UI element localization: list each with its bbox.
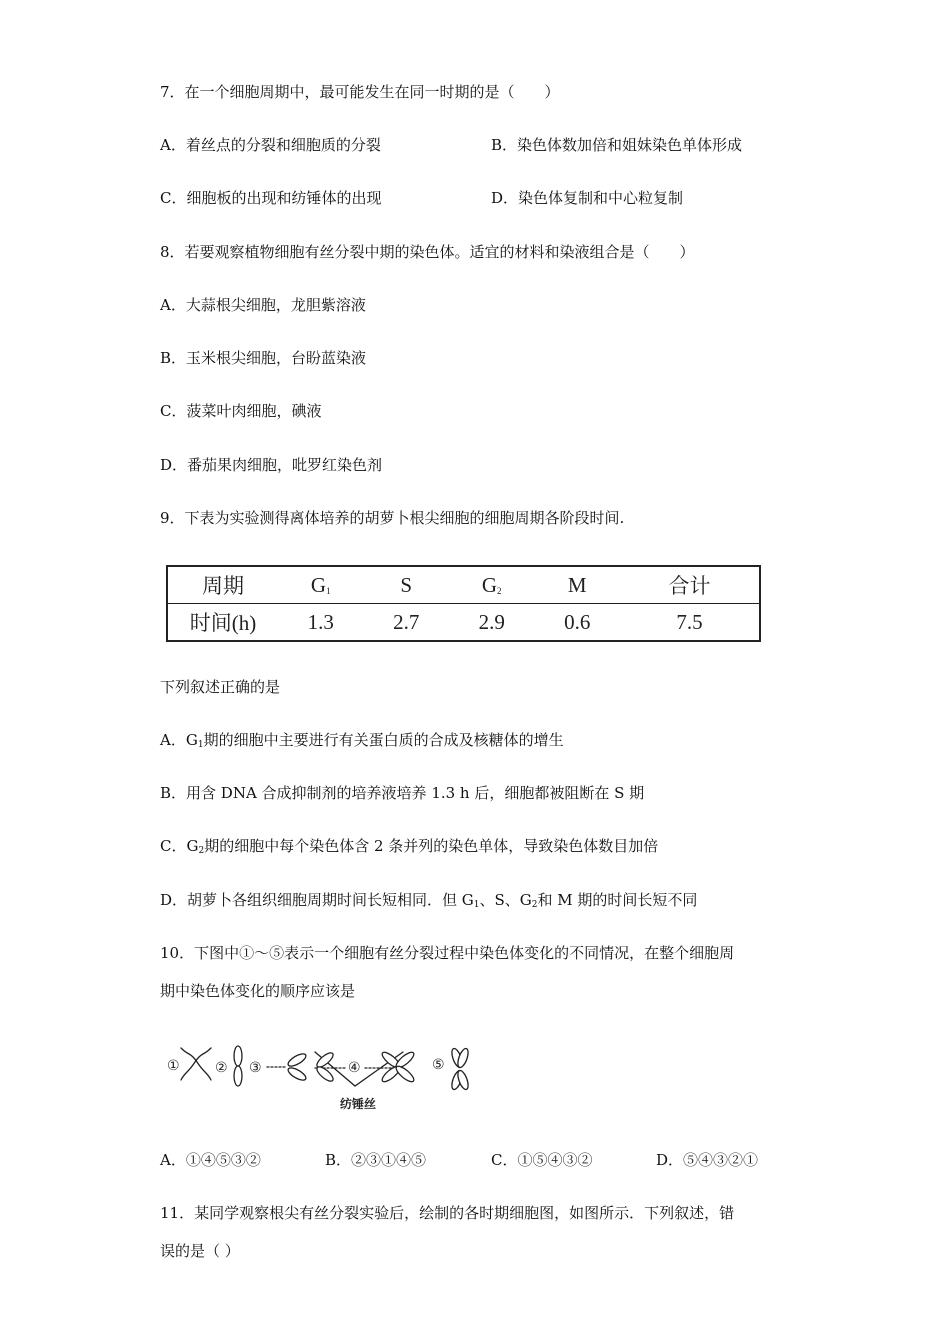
q9-d-mid: 、S、G <box>479 891 532 909</box>
col-g2-sub: 2 <box>497 585 502 596</box>
q7-option-c: C．细胞板的出现和纺锤体的出现 <box>160 189 382 207</box>
table-cell-total: 7.5 <box>676 609 703 634</box>
diagram-label-3: ③ <box>249 1060 262 1076</box>
q8-option-a: A．大蒜根尖细胞，龙胆紫溶液 <box>160 296 366 314</box>
spindle-caption: 纺锤丝 <box>340 1097 377 1111</box>
q9-a-sub: 1 <box>197 740 204 750</box>
q9-a-pre: A．G <box>160 731 198 749</box>
q10-stem-line2: 期中染色体变化的顺序应该是 <box>160 982 356 1000</box>
table-col-m <box>534 566 619 604</box>
q9-prompt: 下列叙述正确的是 <box>160 678 281 696</box>
q7-option-b: B．染色体数加倍和姐妹染色单体形成 <box>491 136 743 154</box>
q10-option-c: C．①⑤④③② <box>491 1151 593 1169</box>
col-s-main: S <box>400 572 413 597</box>
q10-option-d: D．⑤④③②① <box>656 1151 759 1169</box>
q9-d-sub2: 2 <box>531 900 538 910</box>
q9-option-c <box>160 836 658 861</box>
diagram-label-2: ② <box>215 1060 228 1076</box>
chromosome-stage-2 <box>234 1046 242 1086</box>
chromosome-stage-4 <box>315 1050 416 1086</box>
table-cell-g2: 2.9 <box>478 609 505 634</box>
col-m-main: M <box>567 572 587 597</box>
q9-c-sub: 2 <box>198 846 205 856</box>
q9-d-sub1: 1 <box>473 900 480 910</box>
diagram-label-1: ① <box>167 1058 180 1074</box>
q8-option-d: D．番茄果肉细胞，吡罗红染色剂 <box>160 456 383 474</box>
q8-option-b: B．玉米根尖细胞，台盼蓝染液 <box>160 349 367 367</box>
table-cell-s: 2.7 <box>393 609 420 634</box>
table-row-label: 时间(h) <box>189 611 257 635</box>
q10-option-a: A．①④⑤③② <box>160 1151 261 1169</box>
table-col-g1 <box>278 566 363 604</box>
cell-cycle-table <box>166 565 761 642</box>
q9-a-post: 期的细胞中主要进行有关蛋白质的合成及核糖体的增生 <box>203 731 564 749</box>
chromosome-stage-1 <box>181 1048 211 1080</box>
chromosome-stage-3 <box>267 1052 308 1083</box>
q9-option-d <box>160 890 697 915</box>
q7-option-a: A．着丝点的分裂和细胞质的分裂 <box>160 136 381 154</box>
q9-d-pre: D．胡萝卜各组织细胞周期时间长短相同．但 G <box>160 891 474 909</box>
col-g2-main: G <box>481 572 498 597</box>
diagram-label-5: ⑤ <box>432 1057 445 1073</box>
table-col-s <box>363 566 448 604</box>
q11-stem-line1: 11．某同学观察根尖有丝分裂实验后，绘制的各时期细胞图，如图所示．下列叙述，错 <box>160 1204 735 1222</box>
table-cell-m: 0.6 <box>564 609 591 634</box>
q9-option-a <box>160 730 564 755</box>
col-g1-sub: 1 <box>326 585 331 596</box>
table-col-g2 <box>449 566 534 604</box>
q9-option-b: B．用含 DNA 合成抑制剂的培养液培养 1.3 h 后，细胞都被阻断在 S 期 <box>160 784 645 802</box>
q8-stem: 8．若要观察植物细胞有丝分裂中期的染色体。适宜的材料和染液组合是（ ） <box>160 243 695 261</box>
table-value-row <box>167 604 760 642</box>
q7-option-d: D．染色体复制和中心粒复制 <box>491 189 684 207</box>
q10-stem-line1: 10．下图中①～⑤表示一个细胞有丝分裂过程中染色体变化的不同情况，在整个细胞周 <box>160 944 735 962</box>
q11-stem-line2: 误的是（ ） <box>160 1242 240 1260</box>
table-header-label: 周期 <box>167 566 278 604</box>
chromosome-stage-5 <box>450 1047 470 1091</box>
table-cell-g1: 1.3 <box>307 609 334 634</box>
q7-stem: 7．在一个细胞周期中，最可能发生在同一时期的是（ ） <box>160 83 560 101</box>
q9-c-post: 期的细胞中每个染色体含 2 条并列的染色单体，导致染色体数目加倍 <box>204 837 659 855</box>
chromosome-diagram <box>165 1038 475 1113</box>
q9-d-post: 和 M 期的时间长短不同 <box>537 891 698 909</box>
table-col-total <box>620 566 760 604</box>
diagram-label-4: ④ <box>348 1060 361 1076</box>
q10-option-b: B．②③①④⑤ <box>325 1151 427 1169</box>
q8-option-c: C．菠菜叶肉细胞，碘液 <box>160 402 322 420</box>
col-total-main: 合计 <box>668 574 711 598</box>
table-header-row <box>167 566 760 604</box>
q9-c-pre: C．G <box>160 837 199 855</box>
q9-stem: 9．下表为实验测得离体培养的胡萝卜根尖细胞的细胞周期各阶段时间. <box>160 509 625 527</box>
col-g1-main: G <box>310 572 327 597</box>
